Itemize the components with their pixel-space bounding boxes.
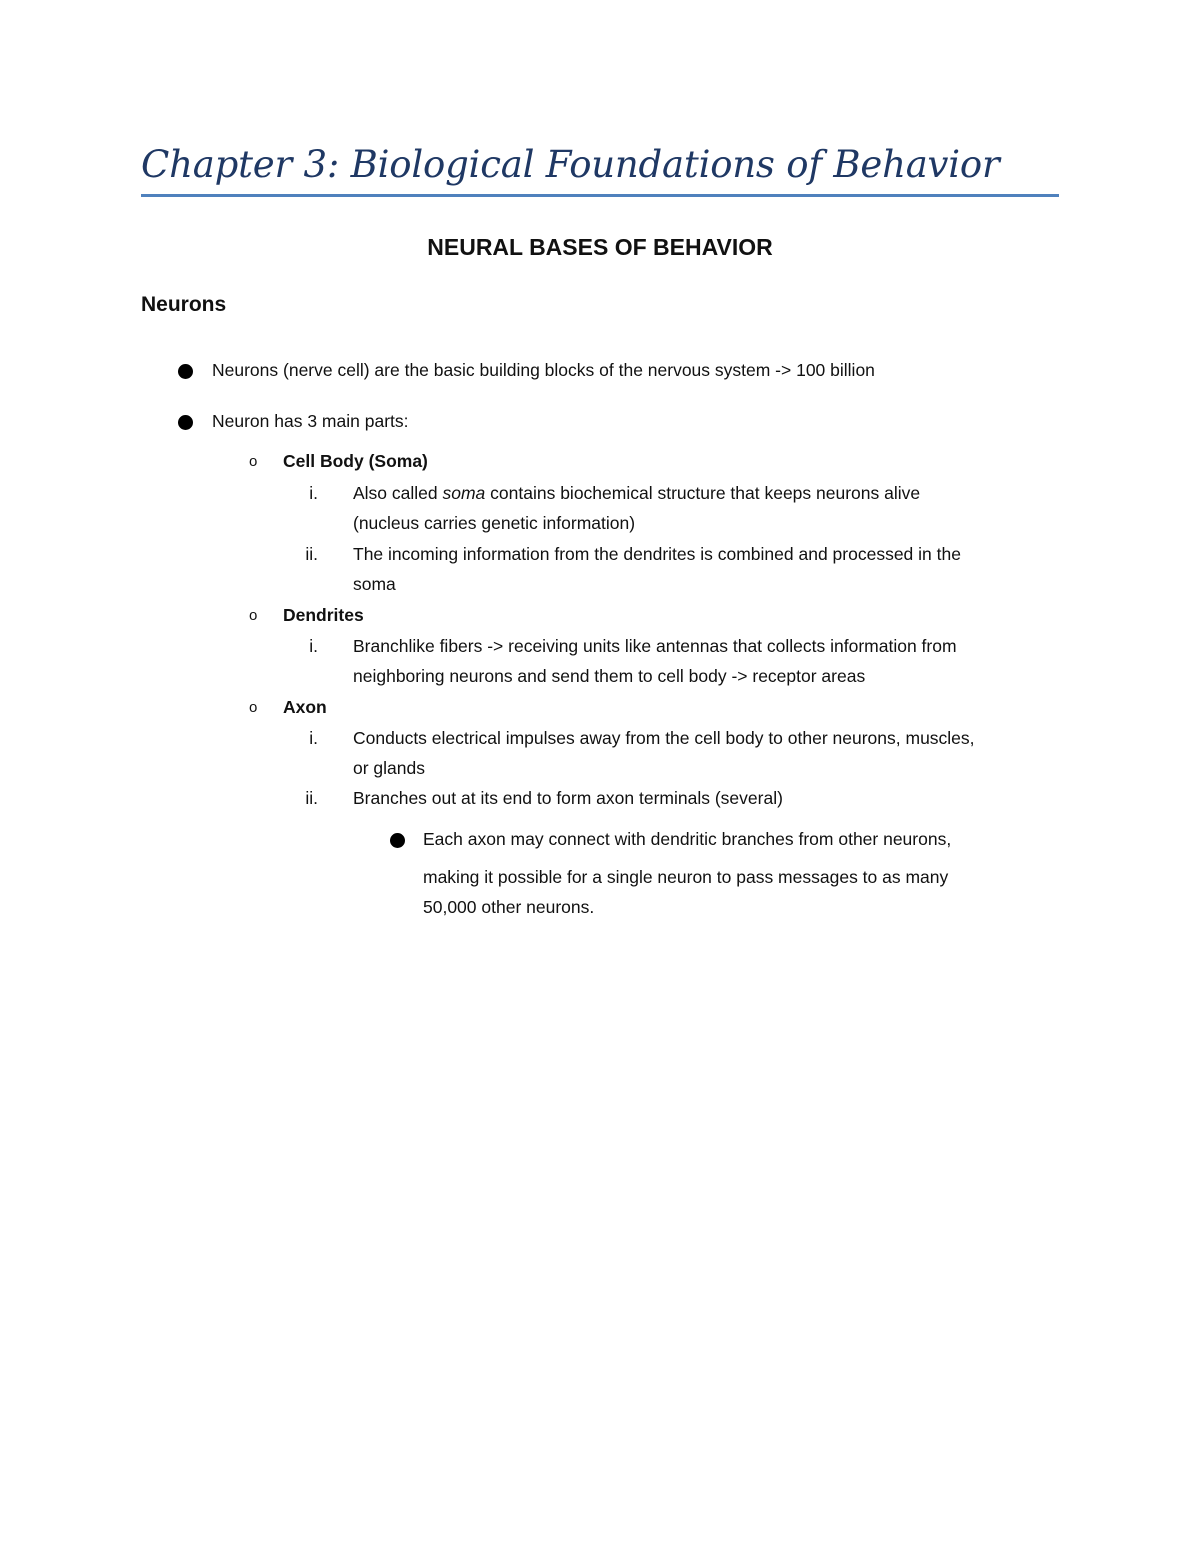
- sub-bullet-marker: o: [249, 453, 258, 470]
- part-cell-body-label: [283, 449, 428, 473]
- roman-numeral: i.: [309, 728, 318, 748]
- roman-numeral: i.: [309, 483, 318, 503]
- section-heading: NEURAL BASES OF BEHAVIOR: [427, 234, 773, 260]
- chapter-title: Chapter 3: Biological Foundations of Behavior: [141, 143, 1000, 186]
- part-label: Dendrites: [283, 605, 364, 625]
- sub-bullet-marker: o: [249, 607, 258, 624]
- part-label: Cell Body (Soma): [283, 451, 428, 471]
- bullet-neurons-definition: Neurons (nerve cell) are the basic building blocks of the nervous system -> 100 billion: [212, 360, 875, 380]
- sub-bullet-marker: o: [249, 699, 258, 716]
- part-label: Axon: [283, 697, 327, 717]
- axon-item-1-line1: Conducts electrical impulses away from the cell body to other neurons, muscles,: [353, 728, 975, 748]
- bullet-dot: [390, 833, 405, 848]
- nested-bullet-line1: Each axon may connect with dendritic branches from other neurons,: [423, 829, 952, 849]
- bullet-dot: [178, 364, 193, 379]
- dendrites-item-1-line2: neighboring neurons and send them to cell body -> receptor areas: [353, 666, 866, 686]
- cell-body-item-1-line1: [353, 481, 920, 505]
- nested-bullet-line2: making it possible for a single neuron to pass messages to as many: [423, 867, 949, 887]
- axon-item-1-line2: or glands: [353, 758, 425, 778]
- subheading-neurons: Neurons: [141, 293, 227, 316]
- roman-numeral: i.: [309, 636, 318, 656]
- part-dendrites-label: [283, 603, 364, 627]
- text-pre: Also called: [353, 483, 443, 503]
- text-post: contains biochemical structure that keeps neurons alive: [485, 483, 921, 503]
- cell-body-item-1-line2: (nucleus carries genetic information): [353, 513, 636, 533]
- part-axon-label: [283, 695, 327, 719]
- roman-numeral: ii.: [305, 544, 318, 564]
- roman-numeral: ii.: [305, 788, 318, 808]
- cell-body-item-2-line1: The incoming information from the dendrites is combined and processed in the: [353, 544, 961, 564]
- dendrites-item-1-line1: Branchlike fibers -> receiving units like antennas that collects information from: [353, 636, 957, 656]
- text-emphasis: soma: [442, 483, 486, 503]
- nested-bullet-line3: 50,000 other neurons.: [423, 897, 595, 917]
- title-underline: [141, 194, 1059, 197]
- bullet-dot: [178, 415, 193, 430]
- bullet-neuron-parts: Neuron has 3 main parts:: [212, 411, 409, 431]
- cell-body-item-2-line2: soma: [353, 574, 396, 594]
- axon-item-2-line1: Branches out at its end to form axon terminals (several): [353, 788, 783, 808]
